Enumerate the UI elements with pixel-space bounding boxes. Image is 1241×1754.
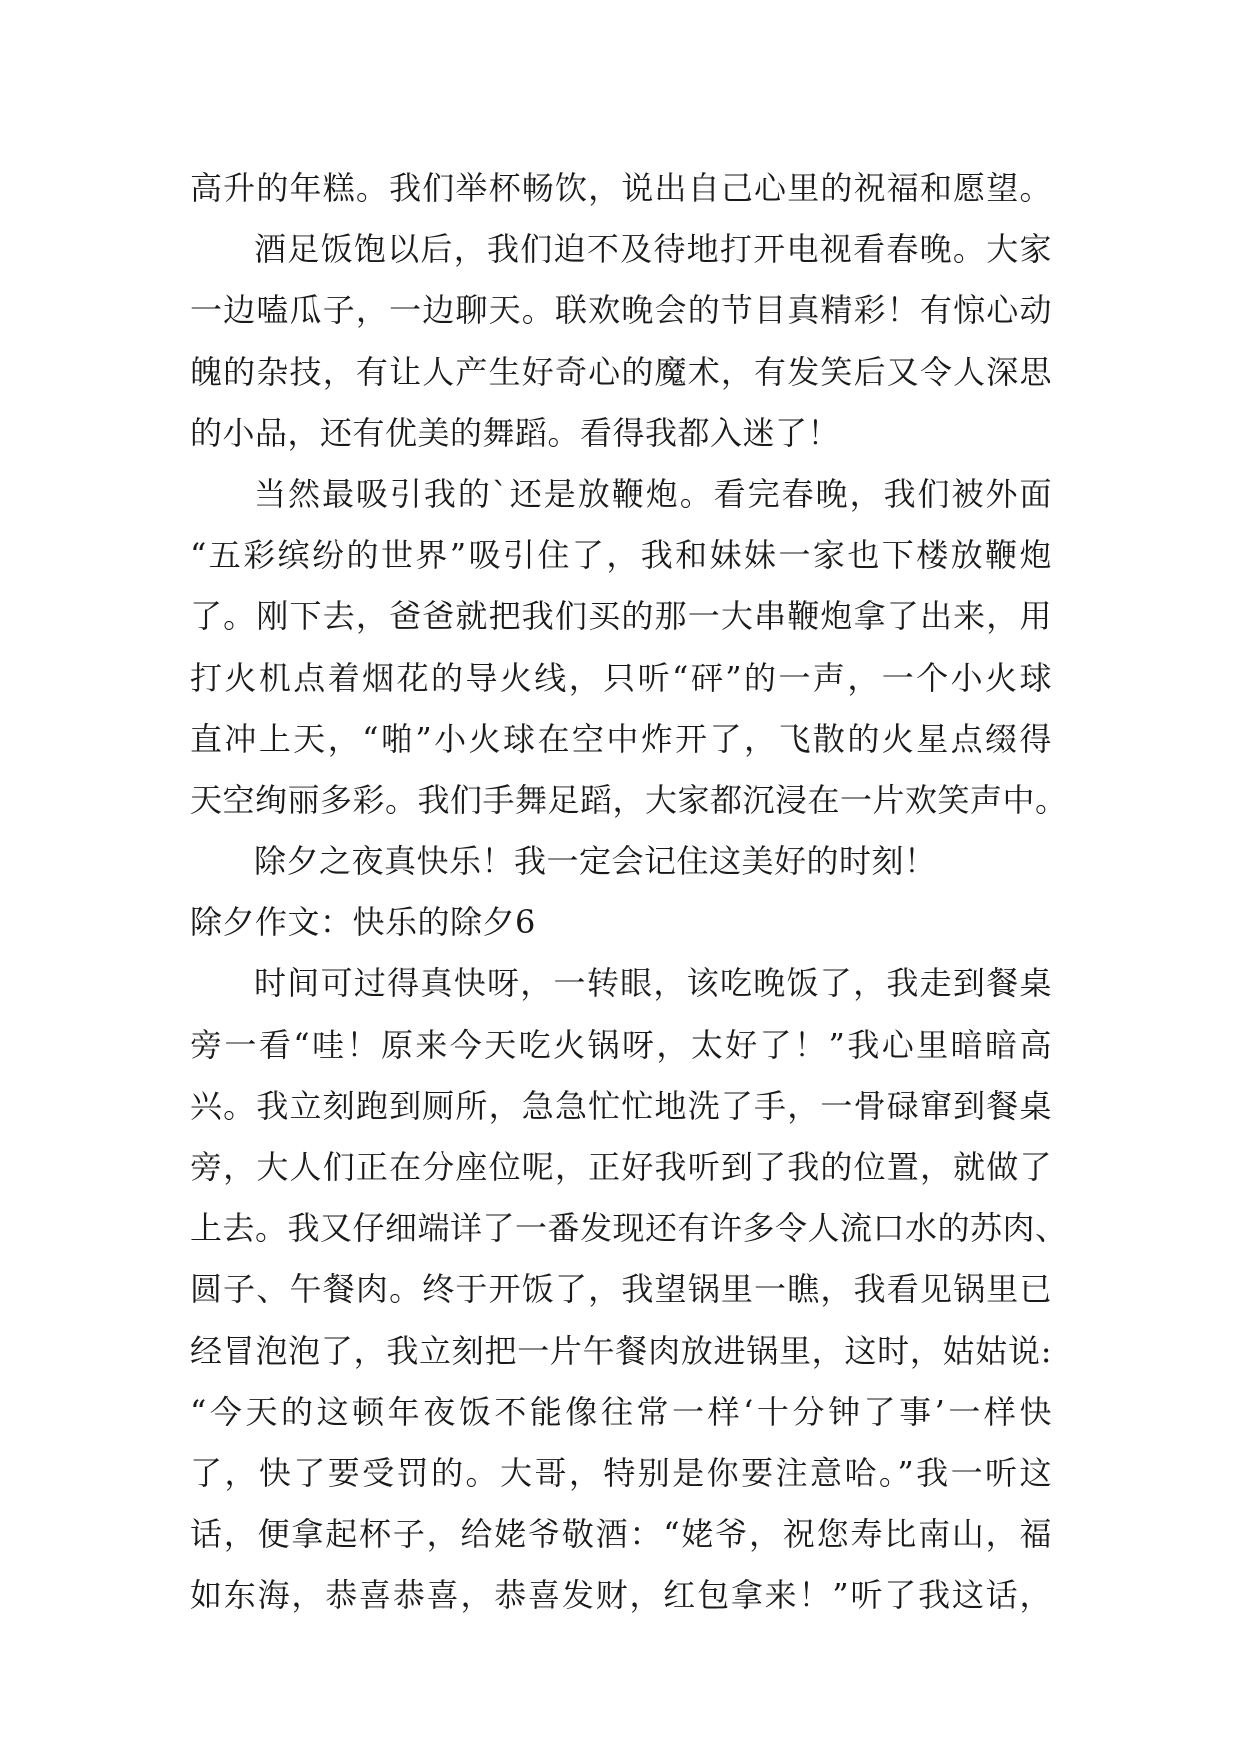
- text-line: 天空绚丽多彩。我们手舞足蹈，大家都沉浸在一片欢笑声中。: [190, 780, 1068, 819]
- text-line: 一边嗑瓜子，一边聊天。联欢晚会的节目真精彩！有惊心动: [190, 291, 1052, 330]
- text-line: 经冒泡泡了，我立刻把一片午餐肉放进锅里，这时，姑姑说:: [190, 1331, 1052, 1370]
- text-line: 当然最吸引我的`还是放鞭炮。看完春晚，我们被外面: [254, 474, 1052, 513]
- text-line: 除夕之夜真快乐！我一定会记住这美好的时刻！: [254, 842, 937, 881]
- text-line: 魄的杂技，有让人产生好奇心的魔术，有发笑后又令人深思: [190, 352, 1052, 391]
- text-line: 的小品，还有优美的舞蹈。看得我都入迷了！: [190, 413, 841, 452]
- text-line: 直冲上天，“啪”小火球在空中炸开了，飞散的火星点缀得: [190, 719, 1052, 758]
- text-line: 了，快了要受罚的。大哥，特别是你要注意哈。”我一听这: [190, 1453, 1052, 1492]
- essay-body: [190, 158, 1068, 1627]
- text-line: “五彩缤纷的世界”吸引住了，我和妹妹一家也下楼放鞭炮: [190, 536, 1052, 575]
- text-line: 圆子、午餐肉。终于开饭了，我望锅里一瞧，我看见锅里已: [190, 1270, 1052, 1309]
- text-line: 高升的年糕。我们举杯畅饮，说出自己心里的祝福和愿望。: [190, 169, 1052, 207]
- text-line: 了。刚下去，爸爸就把我们买的那一大串鞭炮拿了出来，用: [190, 597, 1052, 636]
- text-line: “今天的这顿年夜饭不能像往常一样‘十分钟了事’一样快: [190, 1392, 1052, 1431]
- text-line: 打火机点着烟花的导火线，只听“砰”的一声，一个小火球: [190, 658, 1052, 697]
- text-line: 时间可过得真快呀，一转眼，该吃晚饭了，我走到餐桌: [254, 964, 1052, 1003]
- text-line: 旁一看“哇！原来今天吃火锅呀，太好了！”我心里暗暗高: [190, 1025, 1052, 1064]
- essay-heading: 除夕作文：快乐的除夕6: [190, 903, 536, 942]
- text-line: 兴。我立刻跑到厕所，急急忙忙地洗了手，一骨碌窜到餐桌: [190, 1086, 1052, 1125]
- text-line: 旁，大人们正在分座位呢，正好我听到了我的位置，就做了: [190, 1148, 1052, 1186]
- text-line: 如东海，恭喜恭喜，恭喜发财，红包拿来！”听了我这话，: [190, 1576, 1052, 1615]
- text-line: 话，便拿起杯子，给姥爷敬酒：“姥爷，祝您寿比南山，福: [190, 1515, 1052, 1554]
- text-line: 上去。我又仔细端详了一番发现还有许多令人流口水的苏肉、: [190, 1209, 1068, 1248]
- text-line: 酒足饭饱以后，我们迫不及待地打开电视看春晚。大家: [254, 230, 1052, 269]
